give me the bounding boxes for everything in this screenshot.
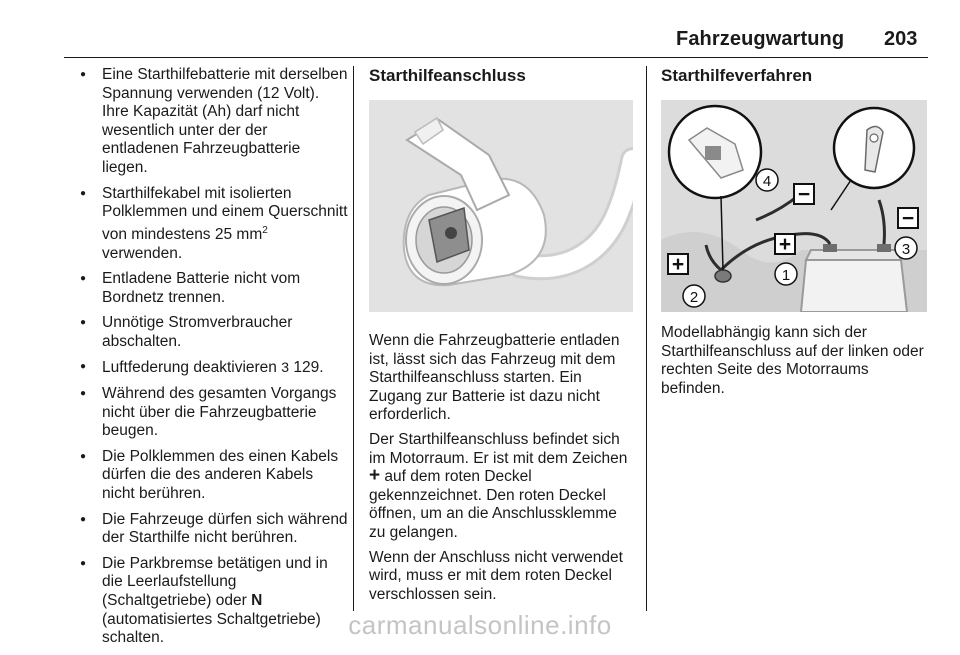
jump-start-procedure-illustration [661,100,927,312]
list-item: ● Entladene Batterie nicht vom Bordnetz trennen. [80,270,348,307]
section-title-header: Fahrzeugwartung [676,28,845,50]
column-divider-right [646,66,647,611]
column-right [661,66,927,404]
plus-icon: + [671,253,685,276]
list-item: ● Während des gesamten Vorgangs nicht über die Fahrzeugbatterie beugen. [80,385,348,441]
header-divider [64,57,928,58]
procedure-drawing [661,100,927,312]
callout-2: 2 [689,289,699,306]
superscript: 2 [262,224,268,236]
column-middle [369,66,633,610]
list-item: ● Die Fahrzeuge dürfen sich während der Starthilfe nicht berühren. [80,511,348,548]
page-number: 203 [884,28,918,50]
page-reference-link[interactable]: 129. [289,359,324,377]
list-item: ● Die Polklemmen des einen Kabels dürfen die des anderen Kabels nicht berühren. [80,448,348,504]
callout-3: 3 [901,241,911,258]
list-item: ● Starthilfekabel mit isolierten Polklemmen und einem Querschnitt von mindestens 25 $mm^2$ verwenden. [80,185,348,264]
callout-4: 4 [762,173,772,190]
watermark: carmanualsonline.info [348,610,612,640]
paragraph: Wenn die Fahrzeugbatterie entladen ist, lässt sich das Fahrzeug mit dem Starthilfeanschluss starten. Ein Zugang zur Batterie ist dazu nicht erforderlich. [369,332,620,424]
connector-drawing [369,100,633,312]
list-item: ● Luftfederung deaktivieren 3 129. [80,358,348,378]
paragraph: Wenn der Anschluss nicht verwendet wird, muss er mit dem roten Deckel verschlossen sein. [369,548,623,603]
page-reference-icon: 3 [281,359,290,376]
column-left [80,66,348,655]
plus-icon: + [778,233,792,256]
jump-start-connector-illustration [369,100,633,312]
section-body [661,324,927,398]
section-heading: Starthilfeverfahren [661,66,813,85]
plus-icon: + [369,465,381,487]
paragraph: Modellabhängig kann sich der Starthilfeanschluss auf der linken oder rechten Seite des Motorraums befinden. [661,324,924,397]
minus-icon: − [797,183,811,206]
section-heading: Starthilfeanschluss [369,66,526,85]
section-body [369,332,633,604]
list-item: ● Die Parkbremse betätigen und in die Leerlaufstellung (Schaltgetriebe) oder N (automatisiertes Schaltgetriebe) schalten. [80,555,348,648]
gear-neutral-label: N [251,592,263,609]
callout-1: 1 [781,267,791,284]
minus-icon: − [901,207,915,230]
list-item: ● Eine Starthilfebatterie mit derselben Spannung verwenden (12 Volt). Ihre Kapazität (Ah) darf nicht wesentlich unter der der entladenen Fahrzeugbatterie liegen. [80,66,348,178]
list-item: ● Unnötige Stromverbraucher abschalten. [80,314,348,351]
precaution-list [80,66,348,648]
paragraph: Der Starthilfeanschluss befindet sich im Motorraum. Er ist mit dem Zeichen + auf dem roten Deckel gekennzeichnet. Den roten Deckel öffnen, um an die Anschlussklemme zu gelangen. [369,430,628,541]
column-divider-left [353,66,354,611]
